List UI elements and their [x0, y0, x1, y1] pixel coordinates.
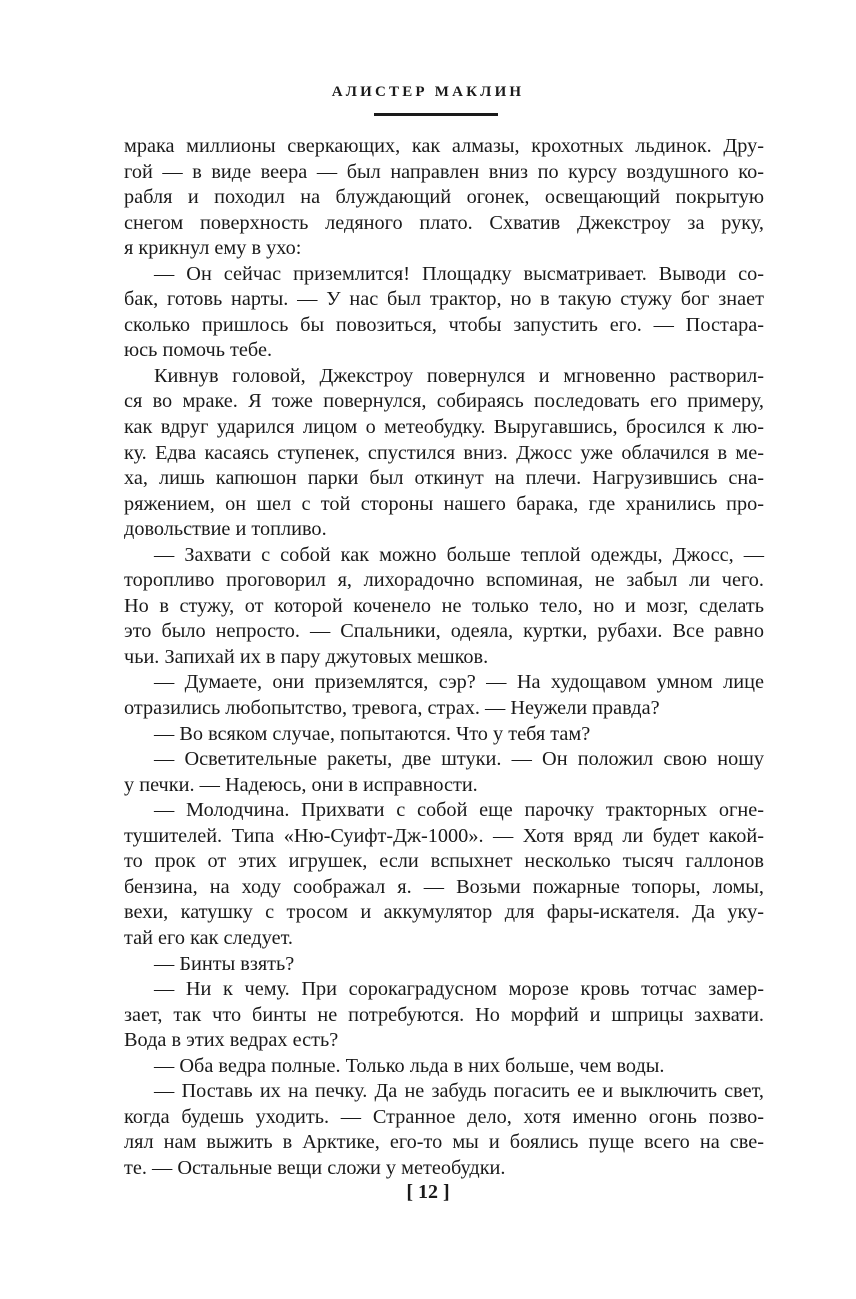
running-head: АЛИСТЕР МАКЛИН [331, 84, 525, 100]
text-line: тушителей. Типа «Ню-Суифт-Дж-1000». — Хотя вряд ли будет какой- [124, 824, 764, 847]
text-line: — Думаете, они приземлятся, сэр? — На худощавом умном лице [154, 671, 764, 694]
text-line: рабля и походил на блуждающий огонек, освещающий покрытую [124, 186, 764, 209]
text-line: когда будешь уходить. — Странное дело, хотя именно огонь позво- [124, 1105, 764, 1128]
text-line: — Молодчина. Прихвати с собой еще парочку тракторных огне- [154, 799, 764, 822]
text-line: довольствие и топливо. [124, 518, 327, 541]
running-head-rule [374, 113, 498, 116]
text-line: те. — Остальные вещи сложи у метеобудки. [124, 1156, 506, 1179]
text-line: Вода в этих ведрах есть? [124, 1029, 339, 1052]
text-line: бензина, на ходу соображал я. — Возьми пожарные топоры, ломы, [124, 875, 764, 898]
text-line: чьи. Запихай их в пару джутовых мешков. [124, 645, 489, 668]
text-line: — Бинты взять? [154, 952, 295, 975]
text-line: ряжением, он шел с той стороны нашего барака, где хранились про- [124, 492, 764, 515]
text-line: ха, лишь капюшон парки был откинут на плечи. Нагрузившись сна- [124, 467, 764, 490]
text-line: — Оба ведра полные. Только льда в них больше, чем воды. [154, 1054, 665, 1077]
text-line: — Захвати с собой как можно больше теплой одежды, Джосс, — [154, 543, 764, 566]
text-line: у печки. — Надеюсь, они в исправности. [124, 773, 478, 796]
text-line: Кивнув головой, Джекстроу повернулся и мгновенно растворил- [154, 364, 764, 387]
text-line: сколько пришлось бы повозиться, чтобы запустить его. — Постара- [124, 313, 764, 336]
text-line: это было непросто. — Спальники, одеяла, куртки, рубахи. Все равно [124, 620, 764, 643]
text-line: как вдруг ударился лицом о метеобудку. Выругавшись, бросился к лю- [124, 416, 764, 439]
text-line: ся во мраке. Я тоже повернулся, собираясь последовать его примеру, [124, 390, 764, 413]
text-line: мрака миллионы сверкающих, как алмазы, крохотных льдинок. Дру- [124, 135, 764, 157]
text-line: зает, так что бинты не потребуются. Но морфий и шприцы захвати. [124, 1003, 764, 1026]
body-text [124, 134, 764, 1181]
text-line: отразились любопытство, тревога, страх. — Неужели правда? [124, 697, 660, 720]
text-line: гой — в виде веера — был направлен вниз по курсу воздушного ко- [124, 160, 764, 183]
text-line: Но в стужу, от которой коченело не только тело, но и мозг, сделать [124, 594, 764, 617]
text-line: — Он сейчас приземлится! Площадку высматривает. Выводи со- [154, 262, 764, 285]
text-line: — Во всяком случае, попытаются. Что у тебя там? [154, 722, 591, 745]
text-line: — Поставь их на печку. Да не забудь погасить ее и выключить свет, [154, 1080, 764, 1103]
text-line: — Ни к чему. При сорокаградусном морозе кровь тотчас замер- [154, 978, 764, 1001]
text-line: вехи, катушку с тросом и аккумулятор для фары-искателя. Да уку- [124, 901, 764, 924]
text-line: торопливо проговорил я, лихорадочно вспоминая, не забыл ли чего. [124, 569, 764, 592]
text-line: тай его как следует. [124, 926, 293, 949]
text-line: я крикнул ему в ухо: [124, 237, 302, 260]
text-line: снегом поверхность ледяного плато. Схватив Джекстроу за руку, [124, 211, 764, 234]
text-line: — Осветительные ракеты, две штуки. — Он положил свою ношу [154, 748, 764, 771]
text-line: бак, готовь нарты. — У нас был трактор, но в такую стужу бог знает [124, 288, 764, 311]
text-line: юсь помочь тебе. [124, 339, 273, 362]
text-line: ку. Едва касаясь ступенек, спустился вниз. Джосс уже облачился в ме- [124, 441, 764, 464]
text-line: лял нам выжить в Арктике, его-то мы и боялись пуще всего на све- [124, 1131, 764, 1154]
text-line: то прок от этих игрушек, если вспыхнет несколько тысяч галлонов [124, 850, 764, 873]
page-number: [ 12 ] [406, 1181, 450, 1203]
